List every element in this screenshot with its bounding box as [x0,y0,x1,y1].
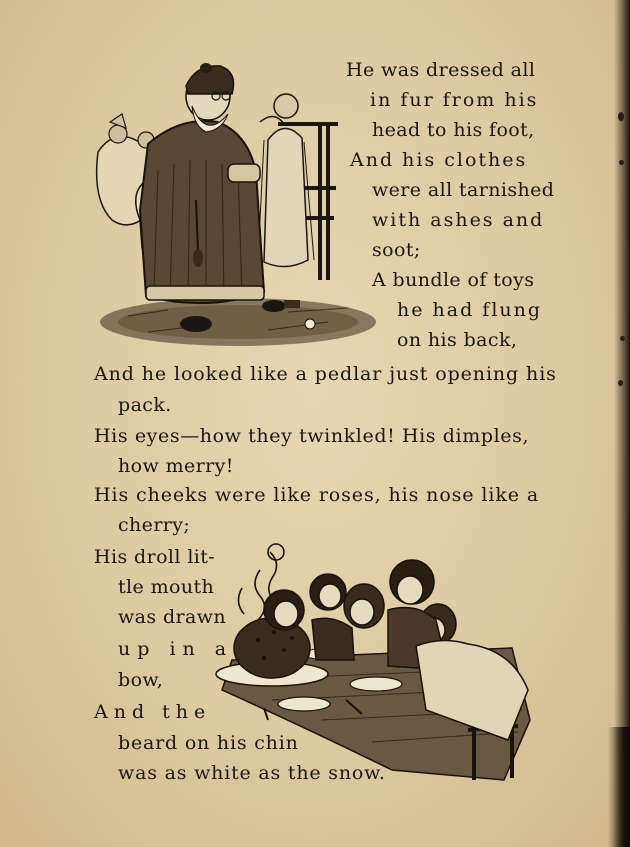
verse-line: he had flung [397,299,543,321]
verse-line: up in a [118,638,234,660]
verse-line: And the [94,701,212,723]
verse-line: was drawn [118,606,227,628]
verse-line: cherry; [118,514,191,536]
santa-illustration [88,60,378,352]
verse-line: And his clothes [350,149,528,171]
ink-spot [620,336,625,341]
page-edge-shadow [614,0,630,847]
verse-line: A bundle of toys [372,269,535,291]
verse-line: pack. [118,394,172,416]
verse-line: on his back, [397,329,518,351]
verse-line: His eyes—how they twinkled! His dimples, [94,425,530,447]
verse-line: with ashes and [372,209,545,231]
verse-line: how merry! [118,455,234,477]
verse-line: bow, [118,669,164,691]
verse-line: were all tarnished [372,179,555,201]
page-edge-corner [608,727,630,847]
verse-line: He was dressed all [346,59,536,81]
verse-line: was as white as the snow. [118,762,386,784]
verse-line: beard on his chin [118,732,299,754]
verse-line: His droll lit- [94,546,216,568]
verse-line: soot; [372,239,421,261]
verse-line: His cheeks were like roses, his nose like a [94,484,540,506]
verse-line: And he looked like a pedlar just opening his [94,363,557,385]
verse-line: tle mouth [118,576,215,598]
ink-spot [618,112,624,121]
verse-line: head to his foot, [372,119,535,141]
ink-spot [618,380,623,386]
ink-spot [619,160,624,165]
verse-line: in fur from his [370,89,539,111]
